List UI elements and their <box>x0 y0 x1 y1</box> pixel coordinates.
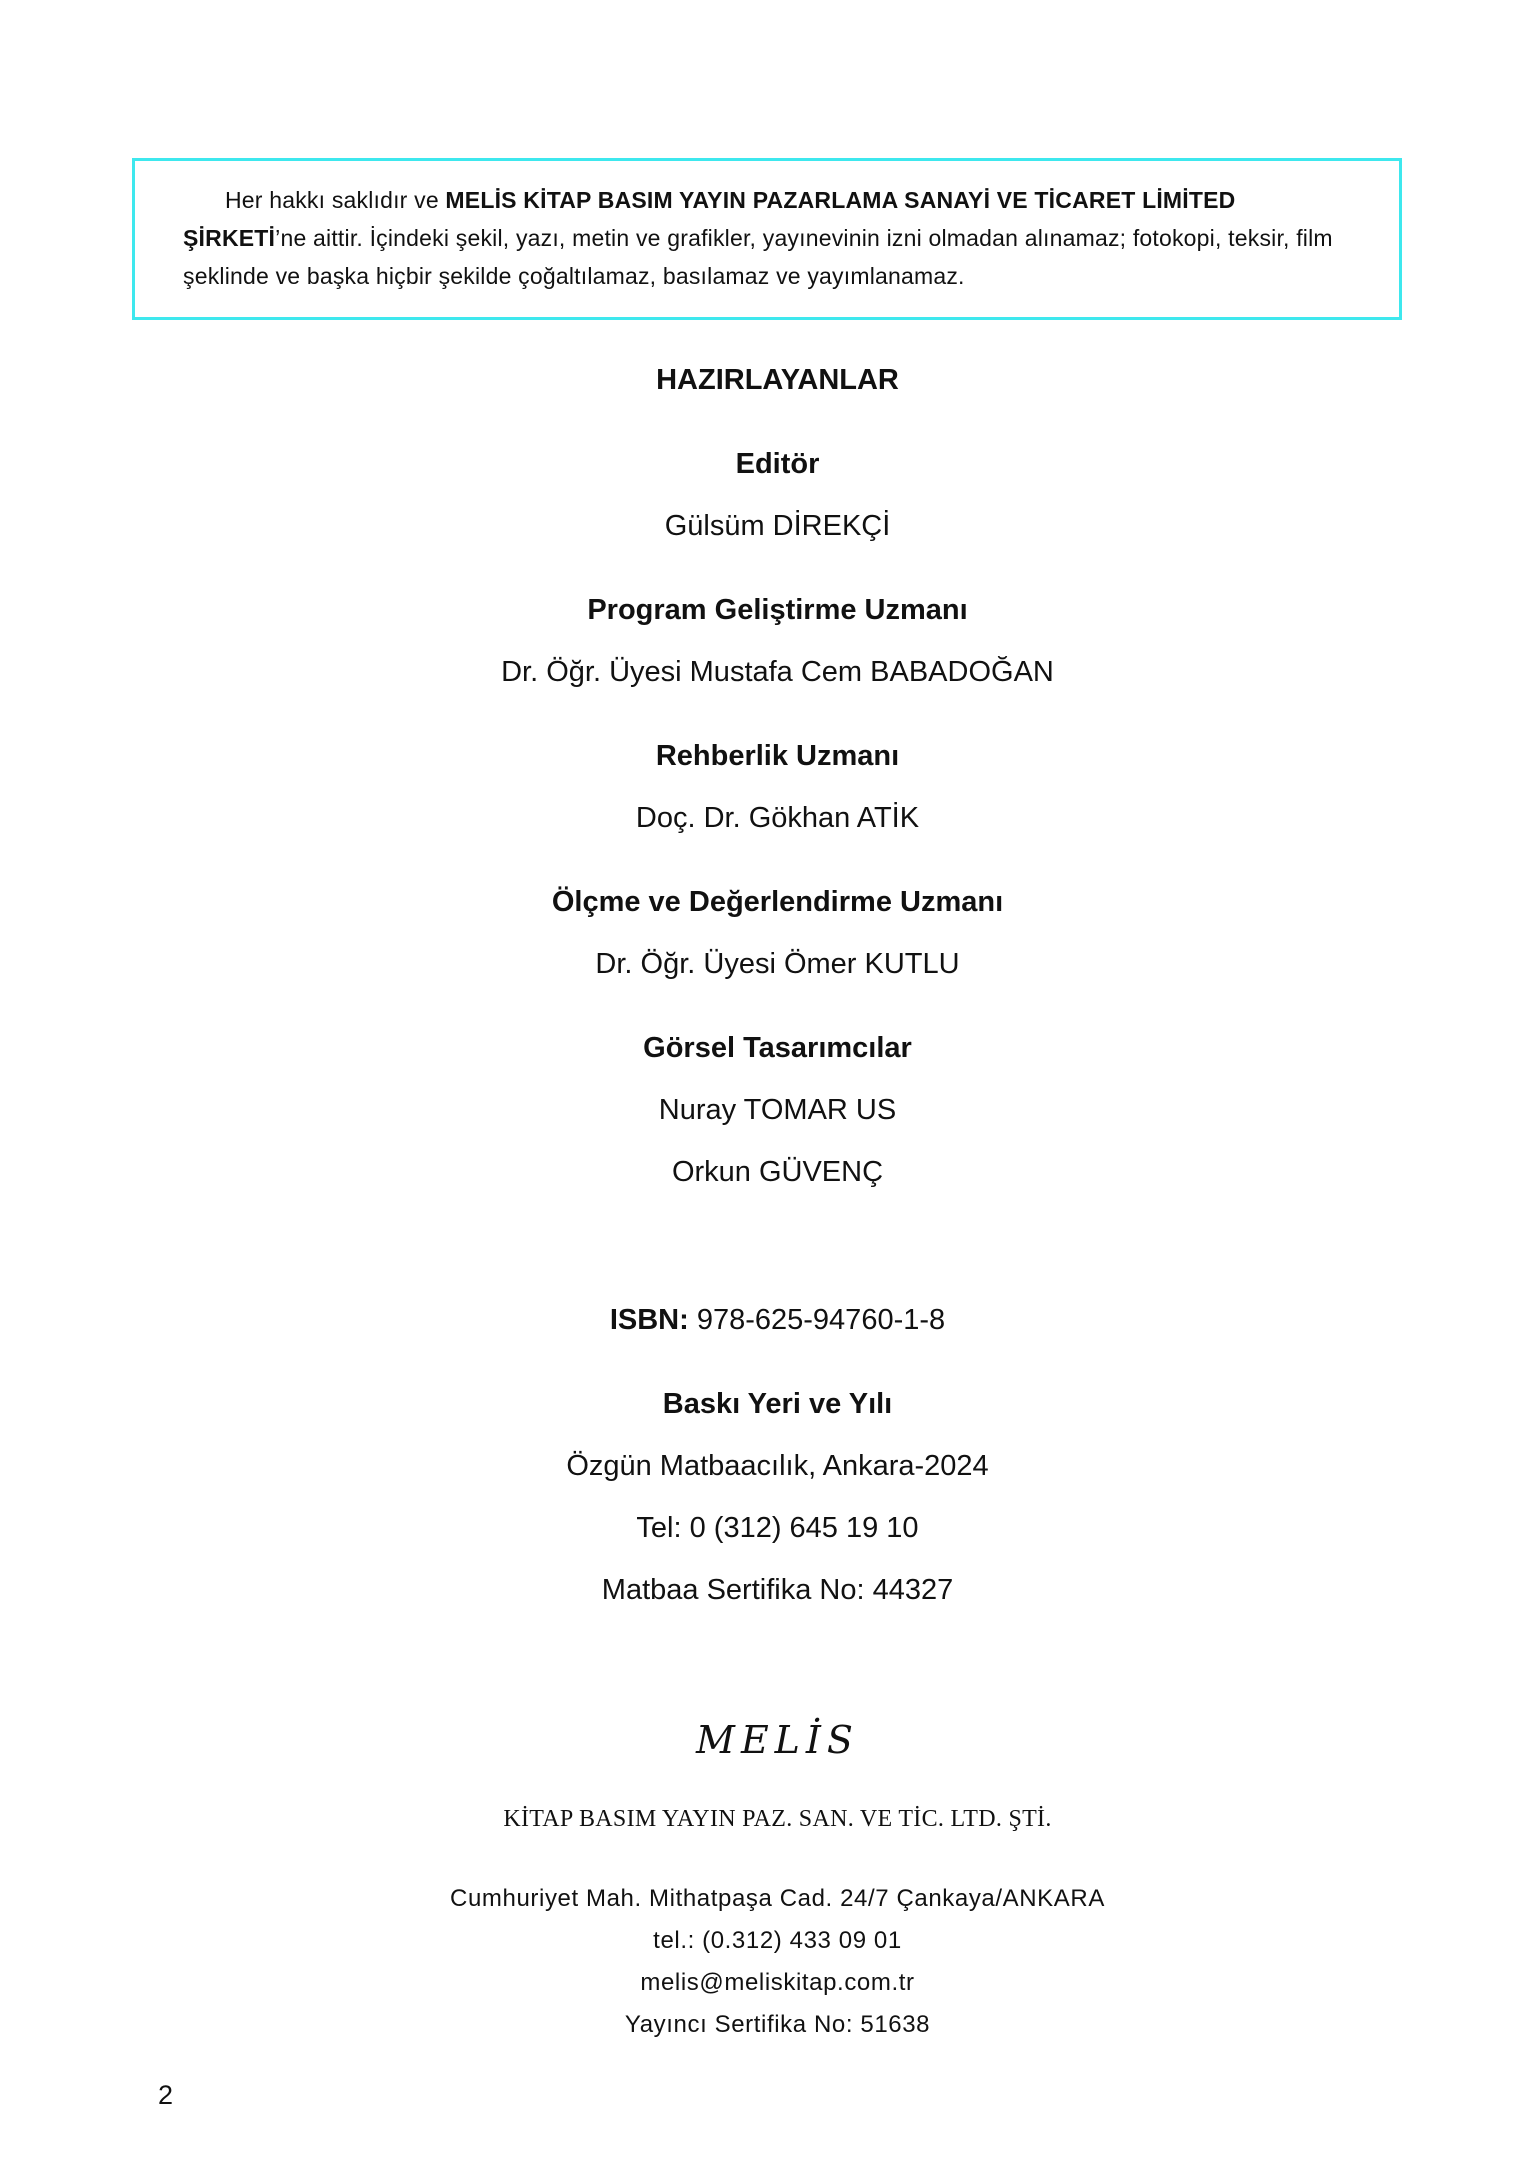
copyright-text <box>183 181 1354 295</box>
isbn-label: ISBN: <box>609 1304 689 1336</box>
print-place-label: Baskı Yeri ve Yılı <box>662 1388 893 1420</box>
publisher-email: melis@meliskitap.com.tr <box>640 1969 915 1996</box>
publisher-name: KİTAP BASIM YAYIN PAZ. SAN. VE TİC. LTD. ŞTİ. <box>503 1806 1052 1832</box>
editor-label: Editör <box>735 448 820 480</box>
assessment-label: Ölçme ve Değerlendirme Uzmanı <box>551 886 1004 918</box>
designer-1: Nuray TOMAR US <box>658 1094 897 1126</box>
editor-name: Gülsüm DİREKÇİ <box>664 510 891 542</box>
isbn-line <box>0 1302 1535 1338</box>
program-name: Dr. Öğr. Üyesi Mustafa Cem BABADOĞAN <box>501 656 1054 688</box>
copyright-company: MELİS KİTAP BASIM YAYIN PAZARLAMA SANAYİ VE TİCARET LİMİTED ŞİRKETİ <box>183 187 1236 251</box>
program-label: Program Geliştirme Uzmanı <box>587 594 968 626</box>
publisher-address: Cumhuriyet Mah. Mithatpaşa Cad. 24/7 Çankaya/ANKARA <box>450 1885 1105 1912</box>
page-number: 2 <box>158 2080 174 2110</box>
assessment-name: Dr. Öğr. Üyesi Ömer KUTLU <box>595 948 960 980</box>
publisher-logo: MELİS <box>696 1718 859 1762</box>
isbn-value: 978-625-94760-1-8 <box>696 1304 946 1336</box>
printer-tel: Tel: 0 (312) 645 19 10 <box>636 1512 919 1544</box>
printer-cert: Matbaa Sertifika No: 44327 <box>601 1574 954 1606</box>
guidance-name: Doç. Dr. Gökhan ATİK <box>635 802 920 834</box>
credits-title: HAZIRLAYANLAR <box>656 364 899 396</box>
printer-name: Özgün Matbaacılık, Ankara-2024 <box>566 1450 989 1482</box>
publisher-tel: tel.: (0.312) 433 09 01 <box>653 1927 902 1954</box>
publisher-cert: Yayıncı Sertifika No: 51638 <box>624 2011 931 2038</box>
designer-2: Orkun GÜVENÇ <box>671 1156 884 1188</box>
copyright-notice-box <box>132 158 1402 320</box>
copyright-suffix: ’ne aittir. İçindeki şekil, yazı, metin ve grafikler, yayınevinin izni olmadan alınamaz; fotokopi, teksir, film şeklinde ve başka hiçbir şekilde çoğaltılamaz, basılamaz ve yayımlanamaz. <box>183 225 1333 289</box>
copyright-prefix: Her hakkı saklıdır ve <box>225 187 446 213</box>
guidance-label: Rehberlik Uzmanı <box>655 740 900 772</box>
design-label: Görsel Tasarımcılar <box>643 1032 912 1064</box>
